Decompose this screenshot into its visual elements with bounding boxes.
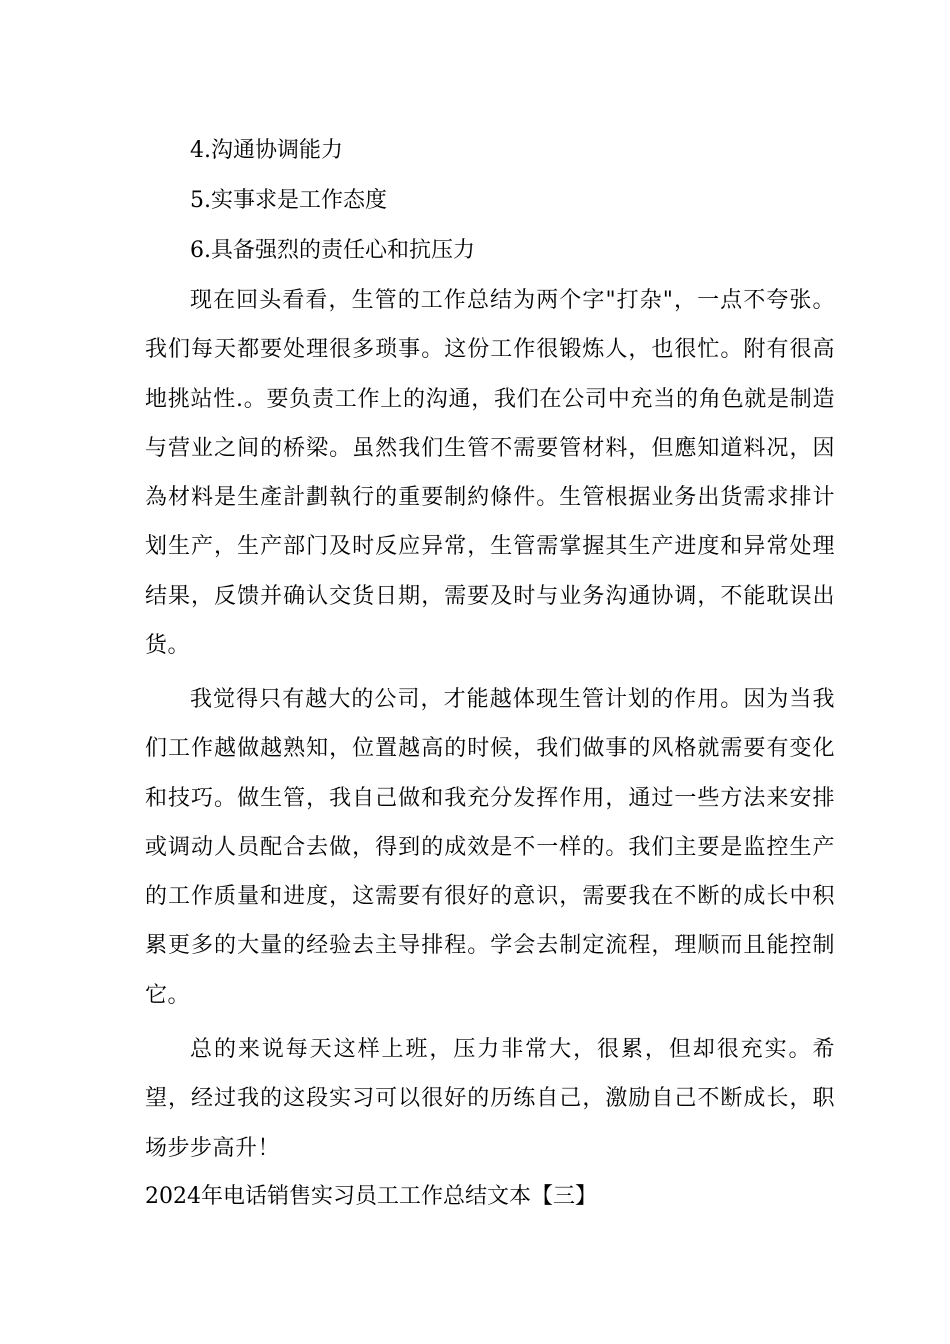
section-heading: 2024年电话销售实习员工工作总结文本【三】 [145, 1184, 597, 1209]
paragraph-conclusion: 总的来说每天这样上班，压力非常大，很累，但却很充实。希望，经过我的这段实习可以很好的历练自己，激励自己不断成长，职场步步高升！ [145, 1037, 835, 1161]
paragraph-production-management: 现在回头看看，生管的工作总结为两个字"打杂"，一点不夸张。我们每天都要处理很多琐事。这份工作很锻炼人，也很忙。附有很高地挑站性.。要负责工作上的沟通，我们在公司中充当的角色就是制造与营业之间的桥梁。虽然我们生管不需要管材料，但應知道料况，因為材料是生產計劃執行的重要制約條件。生管根据业务出货需求排计划生产，生产部门及时反应异常，生管需掌握其生产进度和异常处理结果，反馈并确认交货日期，需要及时与业务沟通协调，不能耽误出货。 [145, 288, 835, 659]
list-item-responsibility: 6.具备强烈的责任心和抗压力 [190, 238, 475, 263]
list-item-attitude: 5.实事求是工作态度 [190, 188, 387, 213]
paragraph-company-size: 我觉得只有越大的公司，才能越体现生管计划的作用。因为当我们工作越做越熟知，位置越高的时候，我们做事的风格就需要有变化和技巧。做生管，我自己做和我充分发挥作用，通过一些方法来安排或调动人员配合去做，得到的成效是不一样的。我们主要是监控生产的工作质量和进度，这需要有很好的意识，需要我在不断的成长中积累更多的大量的经验去主导排程。学会去制定流程，理顺而且能控制它。 [145, 687, 835, 1008]
list-item-communication: 4.沟通协调能力 [190, 138, 343, 163]
